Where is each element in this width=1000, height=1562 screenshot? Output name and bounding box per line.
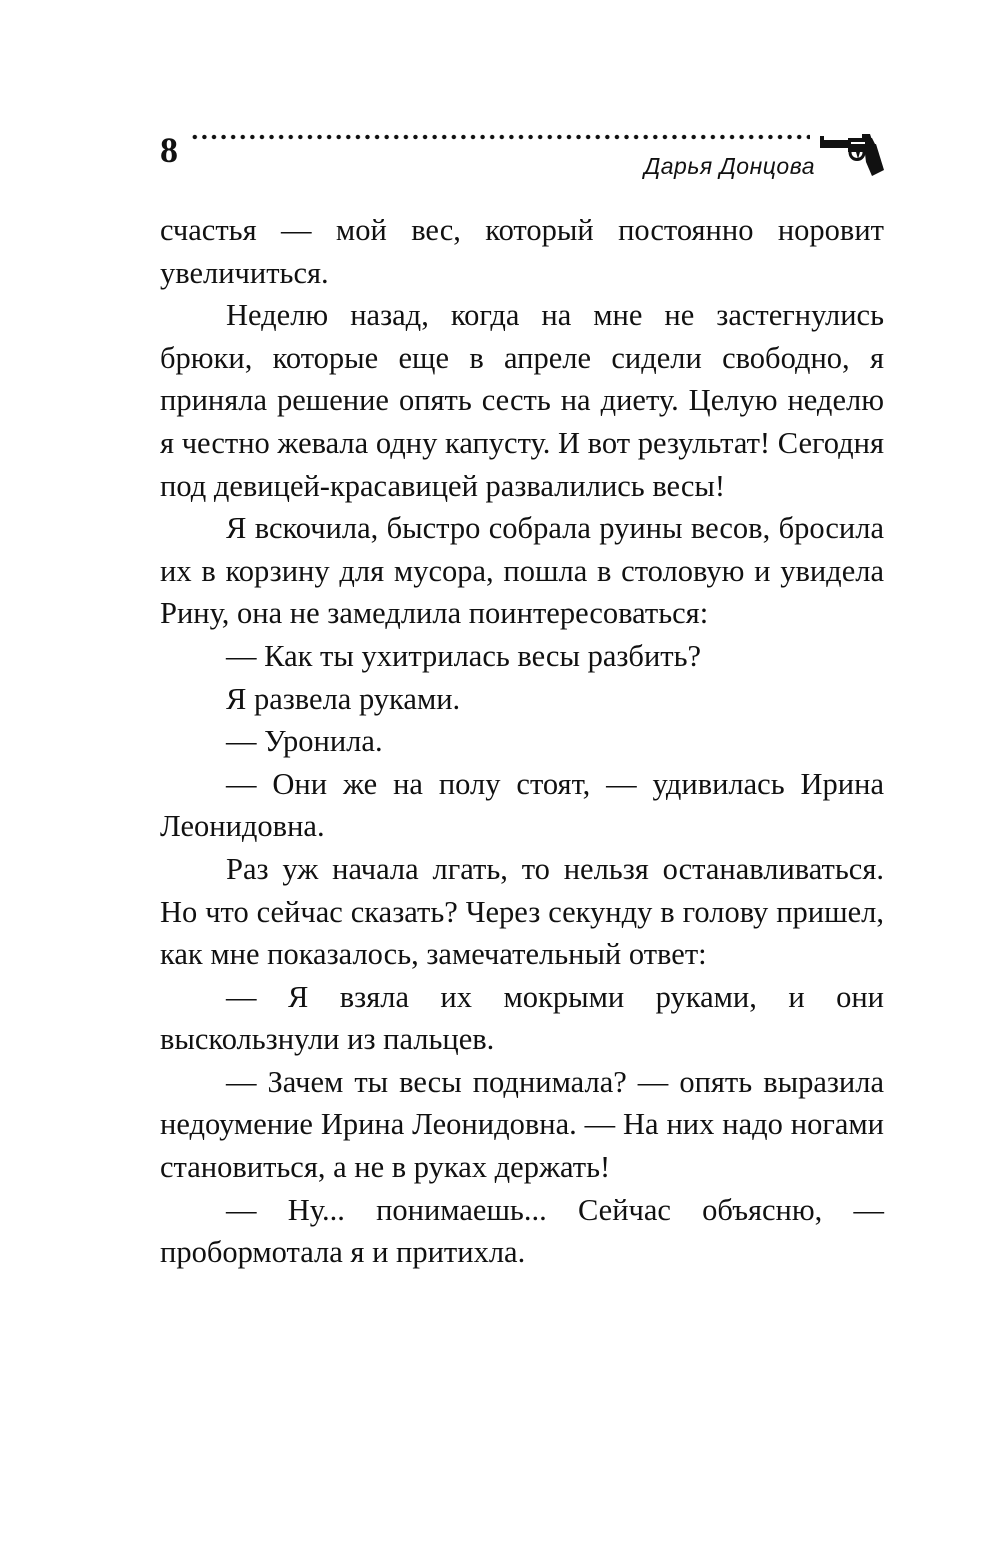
paragraph: Неделю назад, когда на мне не застегнулись брюки, которые еще в апреле сидели свободно, я приняла решение опять сесть на диету. Целую неделю я честно жевала одну капусту. И вот результат! Сегодня под девицей-красавицей развалились весы!	[160, 298, 884, 503]
paragraph: Я вскочила, быстро собрала руины весов, бросила их в корзину для мусора, пошла в столовую и увидела Рину, она не замедлила поинтересоваться:	[160, 511, 884, 631]
revolver-icon	[818, 132, 884, 178]
paragraph: Я развела руками.	[226, 681, 461, 716]
paragraph: — Зачем ты весы поднимала? — опять выразила недоумение Ирина Леонидовна. — На них надо ногами становиться, а не в руках держать!	[160, 1064, 884, 1185]
paragraph: Раз уж начала лгать, то нельзя останавливаться. Но что сейчас сказать? Через секунду в голову пришел, как мне показалось, замечательный ответ:	[160, 851, 884, 972]
paragraph: — Как ты ухитрилась весы разбить?	[226, 638, 702, 673]
running-header	[0, 0, 1000, 200]
author-name: Дарья Донцова	[644, 153, 815, 179]
dotted-leader	[190, 134, 810, 140]
paragraph: — Они же на полу стоят, — удивилась Ирина Леонидовна.	[160, 766, 884, 844]
paragraph: — Ну... понимаешь... Сейчас объясню, — пробормотала я и притихла.	[160, 1192, 884, 1270]
paragraph: — Я взяла их мокрыми руками, и они выскользнули из пальцев.	[160, 979, 884, 1057]
paragraph: — Уронила.	[226, 724, 383, 759]
page-number: 8	[160, 130, 178, 170]
body-text	[160, 209, 884, 1274]
paragraph: счастья — мой вес, который постоянно норовит увеличиться.	[160, 213, 884, 290]
